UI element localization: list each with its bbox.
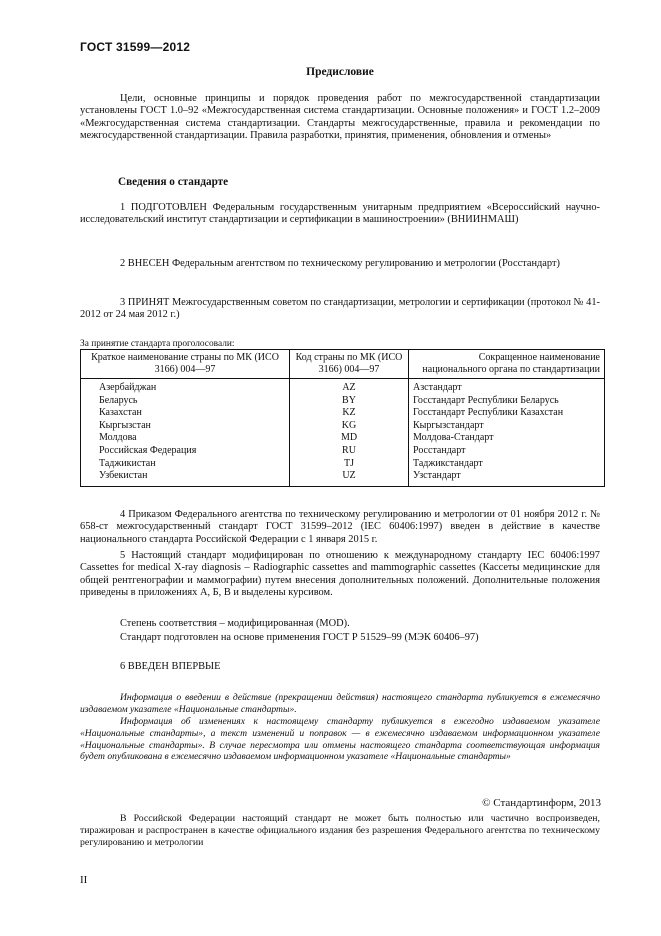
standards-body: Таджикстандарт	[409, 458, 605, 471]
page-number: II	[80, 874, 88, 886]
foreword-title: Предисловие	[306, 66, 374, 78]
country-code: KZ	[290, 407, 409, 420]
standards-body: Госстандарт Республики Беларусь	[409, 395, 605, 408]
foreword-intro: Цели, основные принципы и порядок проведения работ по межгосударственной стандартизации установлены ГОСТ 1.0–92 «Межгосударственная система стандартизации. Основные положения» и ГОСТ 1.2–2009 «Межгосударственная система стандартизации. Стандарты межгосударственные, правила и рекомендации по межгосударственной стандартизации. Правила разработки, принятия, применения, обновления и отмены»	[80, 93, 600, 142]
table-row	[81, 395, 605, 408]
table-row	[81, 445, 605, 458]
voting-table-caption: За принятие стандарта проголосовали:	[80, 339, 235, 349]
table-row	[81, 432, 605, 445]
country-name: Азербайджан	[81, 379, 290, 395]
country-code: RU	[290, 445, 409, 458]
standards-body: Госстандарт Республики Казахстан	[409, 407, 605, 420]
conformity-degree: Степень соответствия – модифицированная (MOD).	[120, 618, 350, 629]
standards-body: Кыргызстандарт	[409, 420, 605, 433]
standards-body: Азстандарт	[409, 379, 605, 395]
basis-statement: Стандарт подготовлен на основе применения ГОСТ Р 51529–99 (МЭК 60406–97)	[120, 632, 479, 643]
country-name: Кыргызстан	[81, 420, 290, 433]
standard-code-header: ГОСТ 31599—2012	[80, 40, 191, 54]
voting-table	[80, 349, 605, 487]
country-name: Российская Федерация	[81, 445, 290, 458]
standard-info-heading: Сведения о стандарте	[118, 176, 229, 188]
table-row	[81, 379, 605, 395]
country-name: Таджикистан	[81, 458, 290, 471]
header-country-name: Краткое наименование страны по МК (ИСО 3166) 004—97	[81, 350, 290, 379]
standards-body: Узстандарт	[409, 470, 605, 486]
country-code: MD	[290, 432, 409, 445]
table-row	[81, 407, 605, 420]
voting-table-header-row	[81, 350, 605, 379]
copyright-line: © Стандартинформ, 2013	[482, 797, 601, 809]
header-country-code: Код страны по МК (ИСО 3166) 004—97	[290, 350, 409, 379]
notice-changes: Информация об изменениях к настоящему стандарту публикуется в ежегодно издаваемом указателе «Национальные стандарты», а текст изменений и поправок — в ежемесячно издаваемом информационном указателе «Национальные стандарты». В случае пересмотра или отмены настоящего стандарта соответствующая информация будет опубликована в ежемесячно издаваемом информационном указателе «Национальные стандарты»	[80, 716, 600, 763]
country-code: TJ	[290, 458, 409, 471]
table-row	[81, 470, 605, 486]
country-name: Казахстан	[81, 407, 290, 420]
table-row	[81, 458, 605, 471]
country-code: AZ	[290, 379, 409, 395]
item-4-order: 4 Приказом Федерального агентства по техническому регулированию и метрологии от 01 ноября 2012 г. № 658-ст межгосударственный стандарт ГОСТ 31599–2012 (IEC 60406:1997) введен в действие в качестве национального стандарта Российской Федерации с 1 января 2015 г.	[80, 509, 600, 545]
info-item-3: 3 ПРИНЯТ Межгосударственным советом по стандартизации, метрологии и сертификации (протокол № 41-2012 от 24 мая 2012 г.)	[80, 297, 600, 321]
standards-body: Росстандарт	[409, 445, 605, 458]
item-5-modification: 5 Настоящий стандарт модифицирован по отношению к международному стандарту IEC 60406:1997 Cassettes for medical X-ray diagnosis – Radiographic cassettes and mammographic cassettes (Кассеты медицинские для общей рентгенографии и маммографии) путем внесения дополнительных положений. Дополнительные положения приведены в приложениях А, Б, В и выделены курсивом.	[80, 550, 600, 599]
notice-enforcement: Информация о введении в действие (прекращении действия) настоящего стандарта публикуется в ежемесячно издаваемом указателе «Национальные стандарты».	[80, 692, 600, 715]
country-name: Узбекистан	[81, 470, 290, 486]
item-6-introduced: 6 ВВЕДЕН ВПЕРВЫЕ	[120, 661, 221, 672]
copyright-notice: В Российской Федерации настоящий стандарт не может быть полностью или частично воспроизведен, тиражирован и распространен в качестве официального издания без разрешения Федерального агентства по техническому регулированию и метрологии	[80, 813, 600, 848]
info-item-2: 2 ВНЕСЕН Федеральным агентством по техническому регулированию и метрологии (Росстандарт)	[120, 258, 560, 269]
standards-body: Молдова-Стандарт	[409, 432, 605, 445]
country-code: UZ	[290, 470, 409, 486]
country-code: BY	[290, 395, 409, 408]
country-name: Беларусь	[81, 395, 290, 408]
info-item-1: 1 ПОДГОТОВЛЕН Федеральным государственным унитарным предприятием «Всероссийский научно-исследовательский институт стандартизации и сертификации в машиностроении» (ВНИИНМАШ)	[80, 202, 600, 226]
country-name: Молдова	[81, 432, 290, 445]
country-code: KG	[290, 420, 409, 433]
table-row	[81, 420, 605, 433]
header-standards-body: Сокращенное наименование национального органа по стандартизации	[409, 350, 605, 379]
